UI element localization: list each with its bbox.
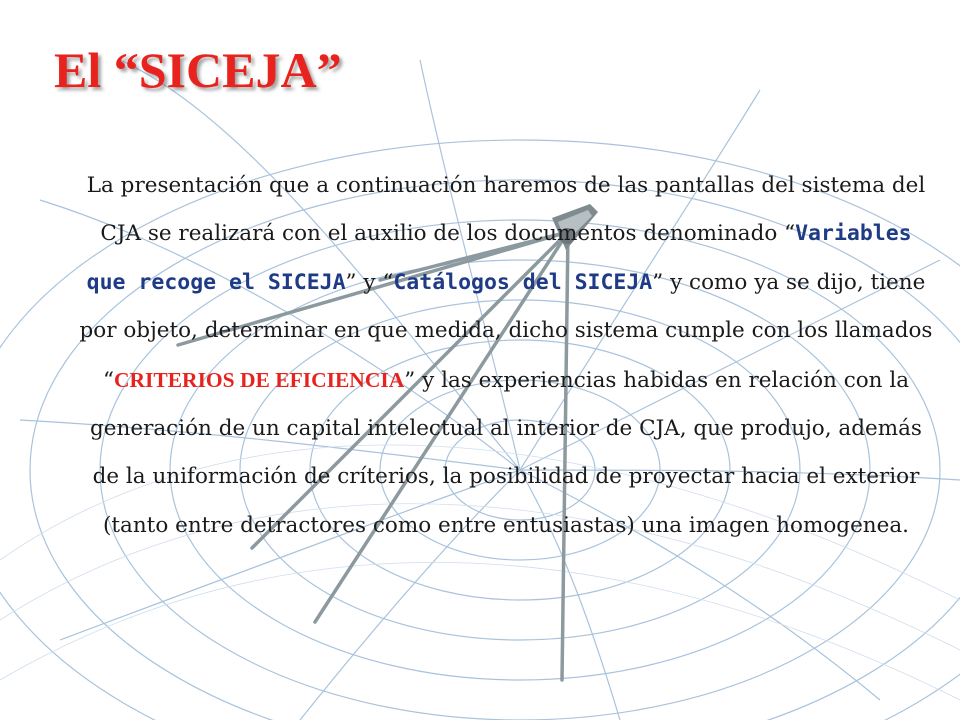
- slide-title: El “SICEJA”: [54, 42, 342, 98]
- highlight-variables-document: Variables que recoge el SICEJA: [86, 221, 912, 295]
- highlight-catalogos-document: Catálogos del SICEJA: [393, 269, 653, 295]
- highlight-criterios-eficiencia: CRITERIOS DE EFICIENCIA: [113, 367, 405, 392]
- body-text-part-4: ” y las experiencias habidas en relación con la generación de un capital intelectual al interior de CJA, que produjo, además de la uniformación de críterios, la posibilidad de proyectar hacia el exterior (tanto entre detractores como entre entusiastas) una imagen homogenea.: [90, 367, 922, 538]
- body-text-part-3: ” y como ya se dijo, tiene por objeto, determinar en que medida, dicho sistema cumple con los llamados “: [79, 269, 933, 393]
- body-text-part-1: La presentación que a continuación haremos de las pantallas del sistema del CJA se realizará con el auxilio de los documentos denominado “: [86, 173, 926, 247]
- body-paragraph: [78, 162, 934, 550]
- body-text-part-2: ” y “: [345, 269, 394, 295]
